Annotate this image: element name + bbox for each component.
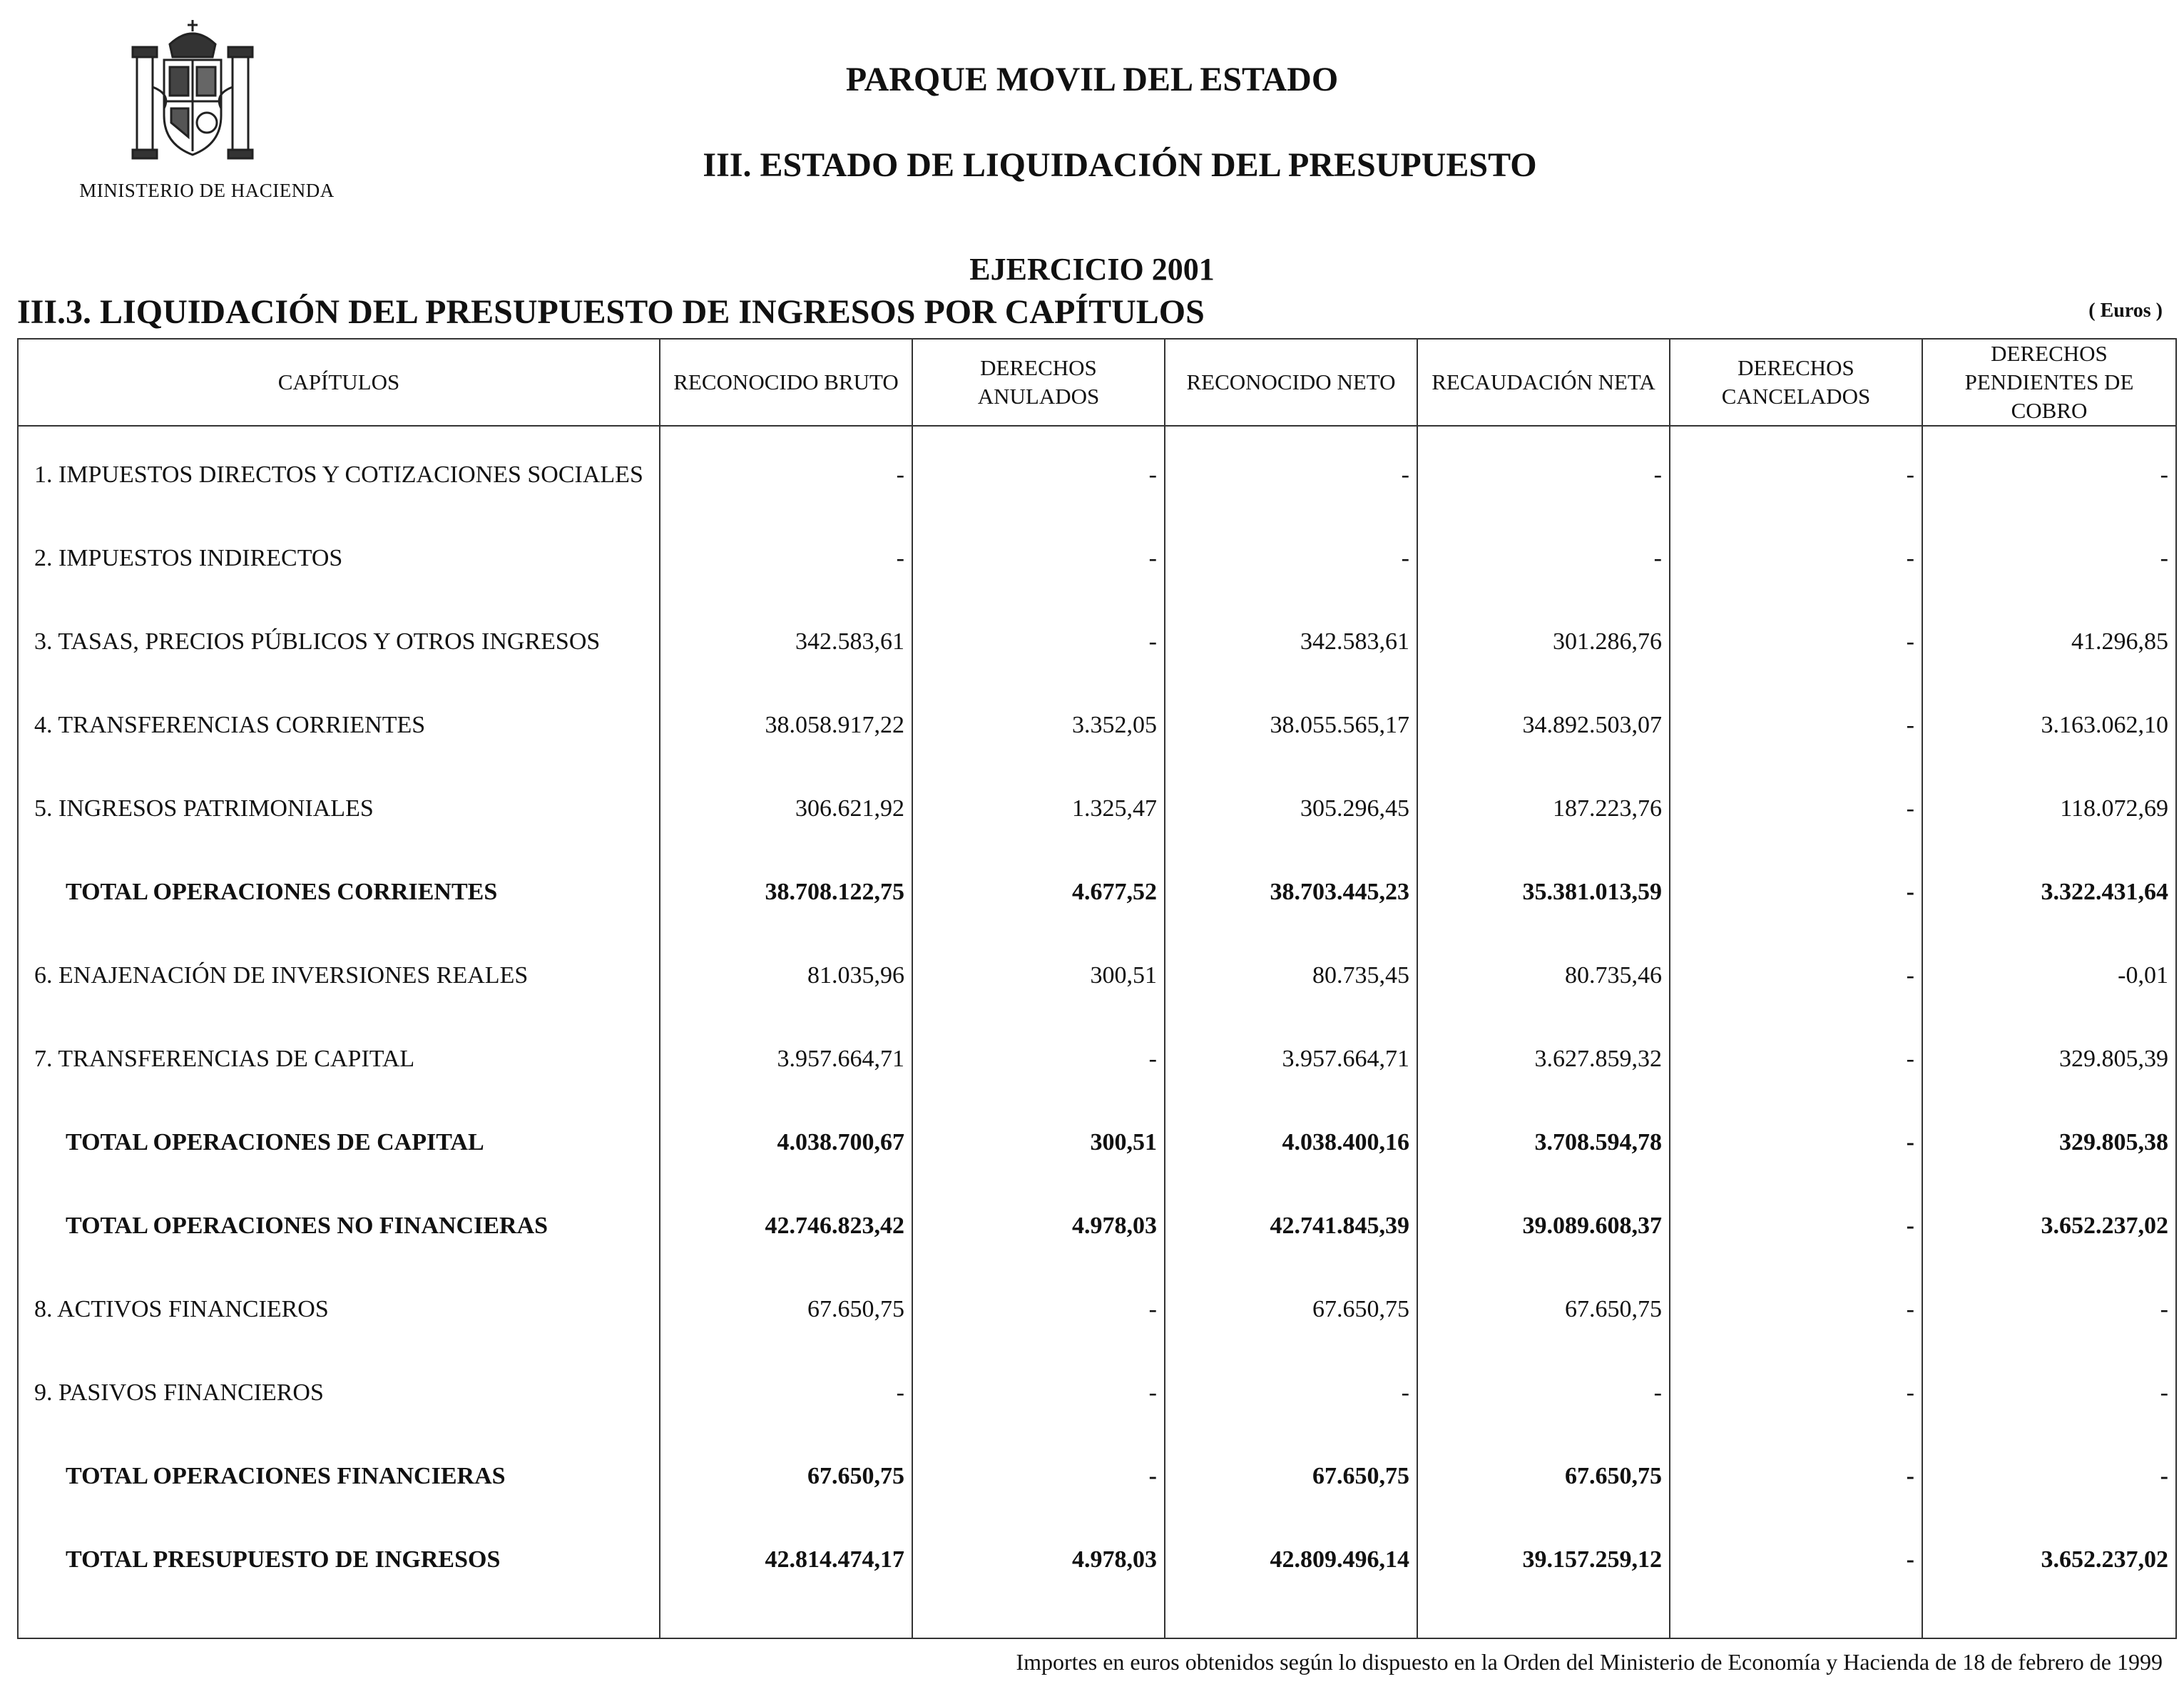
row-value: -	[1922, 426, 2176, 516]
table-row	[18, 1351, 2176, 1434]
row-value: 38.703.445,23	[1165, 850, 1417, 934]
row-label: TOTAL OPERACIONES FINANCIERAS	[18, 1434, 660, 1518]
row-value: 3.352,05	[912, 683, 1165, 767]
table-total-row	[18, 1101, 2176, 1184]
table-total-row	[18, 1184, 2176, 1267]
row-value: 34.892.503,07	[1417, 683, 1670, 767]
row-value: 300,51	[912, 1101, 1165, 1184]
row-value: 4.978,03	[912, 1518, 1165, 1601]
row-value: -	[660, 516, 912, 600]
column-header: DERECHOS ANULADOS	[912, 339, 1165, 426]
row-value: -	[1670, 934, 1922, 1017]
table-row	[18, 600, 2176, 683]
row-value: 3.957.664,71	[1165, 1017, 1417, 1101]
row-value: 67.650,75	[1165, 1267, 1417, 1351]
table-body	[18, 426, 2176, 1638]
row-value: -	[1922, 516, 2176, 600]
row-value: -	[1922, 1351, 2176, 1434]
row-value: 39.089.608,37	[1417, 1184, 1670, 1267]
column-header: DERECHOS PENDIENTES DE COBRO	[1922, 339, 2176, 426]
row-value: -	[912, 426, 1165, 516]
row-label: 6. ENAJENACIÓN DE INVERSIONES REALES	[18, 934, 660, 1017]
column-header: DERECHOS CANCELADOS	[1670, 339, 1922, 426]
column-header: CAPÍTULOS	[18, 339, 660, 426]
table-row	[18, 1017, 2176, 1101]
row-value: 342.583,61	[1165, 600, 1417, 683]
row-value: 3.708.594,78	[1417, 1101, 1670, 1184]
row-label: 1. IMPUESTOS DIRECTOS Y COTIZACIONES SOCIALES	[18, 426, 660, 516]
row-value: -	[1165, 426, 1417, 516]
row-value: 3.627.859,32	[1417, 1017, 1670, 1101]
row-value: 187.223,76	[1417, 767, 1670, 850]
row-value: -	[1417, 516, 1670, 600]
footnote: Importes en euros obtenidos según lo dispuesto en la Orden del Ministerio de Economía y Hacienda de 18 de febrero de 1999	[1016, 1649, 2163, 1675]
row-value: 3.652.237,02	[1922, 1518, 2176, 1601]
row-value: -	[1670, 1434, 1922, 1518]
row-value: 67.650,75	[660, 1267, 912, 1351]
row-value: -	[660, 1351, 912, 1434]
row-value: -	[1670, 1101, 1922, 1184]
page-subtitle: III. ESTADO DE LIQUIDACIÓN DEL PRESUPUESTO	[703, 146, 1537, 184]
row-value: -	[1670, 767, 1922, 850]
column-header: RECAUDACIÓN NETA	[1417, 339, 1670, 426]
row-value: 67.650,75	[1417, 1434, 1670, 1518]
row-value: 38.055.565,17	[1165, 683, 1417, 767]
budget-table	[17, 338, 2177, 1639]
row-value: 38.058.917,22	[660, 683, 912, 767]
row-value: 301.286,76	[1417, 600, 1670, 683]
row-label: TOTAL OPERACIONES DE CAPITAL	[18, 1101, 660, 1184]
row-value: 3.163.062,10	[1922, 683, 2176, 767]
row-value: -	[1165, 1351, 1417, 1434]
table-total-row	[18, 1518, 2176, 1601]
row-value: 38.708.122,75	[660, 850, 912, 934]
column-header: RECONOCIDO NETO	[1165, 339, 1417, 426]
table-spacer-row	[18, 1601, 2176, 1638]
row-value: 4.978,03	[912, 1184, 1165, 1267]
row-label: 9. PASIVOS FINANCIEROS	[18, 1351, 660, 1434]
row-value: -	[1670, 1184, 1922, 1267]
row-value: 39.157.259,12	[1417, 1518, 1670, 1601]
row-value: 42.809.496,14	[1165, 1518, 1417, 1601]
row-value: 41.296,85	[1922, 600, 2176, 683]
row-value: -	[1670, 600, 1922, 683]
row-value: 35.381.013,59	[1417, 850, 1670, 934]
row-value: -	[1670, 1351, 1922, 1434]
row-value: 3.652.237,02	[1922, 1184, 2176, 1267]
row-value: 305.296,45	[1165, 767, 1417, 850]
table-header-row	[18, 339, 2176, 426]
row-label: TOTAL PRESUPUESTO DE INGRESOS	[18, 1518, 660, 1601]
ministry-label: MINISTERIO DE HACIENDA	[79, 180, 335, 201]
row-value: 4.038.700,67	[660, 1101, 912, 1184]
table-row	[18, 516, 2176, 600]
row-value: 329.805,39	[1922, 1017, 2176, 1101]
column-header: RECONOCIDO BRUTO	[660, 339, 912, 426]
page-title: PARQUE MOVIL DEL ESTADO	[845, 61, 1339, 98]
row-value: -0,01	[1922, 934, 2176, 1017]
row-value: 3.957.664,71	[660, 1017, 912, 1101]
row-value: -	[912, 516, 1165, 600]
row-label: TOTAL OPERACIONES CORRIENTES	[18, 850, 660, 934]
row-label: 4. TRANSFERENCIAS CORRIENTES	[18, 683, 660, 767]
row-label: 7. TRANSFERENCIAS DE CAPITAL	[18, 1017, 660, 1101]
row-value: 300,51	[912, 934, 1165, 1017]
row-value: -	[1165, 516, 1417, 600]
row-value: -	[912, 1434, 1165, 1518]
fiscal-year: EJERCICIO 2001	[969, 252, 1215, 287]
row-value: 306.621,92	[660, 767, 912, 850]
row-value: -	[912, 600, 1165, 683]
table-row	[18, 934, 2176, 1017]
table-row	[18, 683, 2176, 767]
row-value: 67.650,75	[1165, 1434, 1417, 1518]
row-value: -	[1670, 1267, 1922, 1351]
row-value: -	[912, 1267, 1165, 1351]
table-total-row	[18, 850, 2176, 934]
row-value: -	[1417, 1351, 1670, 1434]
row-value: -	[1670, 1017, 1922, 1101]
row-value: -	[1922, 1434, 2176, 1518]
row-value: 1.325,47	[912, 767, 1165, 850]
row-label: 3. TASAS, PRECIOS PÚBLICOS Y OTROS INGRESOS	[18, 600, 660, 683]
row-label: 5. INGRESOS PATRIMONIALES	[18, 767, 660, 850]
table-row	[18, 767, 2176, 850]
row-value: 81.035,96	[660, 934, 912, 1017]
row-value: -	[1670, 516, 1922, 600]
row-value: -	[1670, 850, 1922, 934]
units-label: ( Euros )	[2088, 300, 2163, 322]
table-row	[18, 1267, 2176, 1351]
table-total-row	[18, 1434, 2176, 1518]
row-label: 8. ACTIVOS FINANCIEROS	[18, 1267, 660, 1351]
row-value: 3.322.431,64	[1922, 850, 2176, 934]
row-value: 67.650,75	[1417, 1267, 1670, 1351]
table-row	[18, 426, 2176, 516]
row-value: 4.677,52	[912, 850, 1165, 934]
row-value: -	[1417, 426, 1670, 516]
row-value: 4.038.400,16	[1165, 1101, 1417, 1184]
row-value: -	[660, 426, 912, 516]
row-value: -	[912, 1351, 1165, 1434]
row-value: 329.805,38	[1922, 1101, 2176, 1184]
section-title: III.3. LIQUIDACIÓN DEL PRESUPUESTO DE INGRESOS POR CAPÍTULOS	[17, 293, 1205, 331]
row-value: 42.746.823,42	[660, 1184, 912, 1267]
row-value: 42.814.474,17	[660, 1518, 912, 1601]
row-value: 118.072,69	[1922, 767, 2176, 850]
row-value: 80.735,45	[1165, 934, 1417, 1017]
row-value: 342.583,61	[660, 600, 912, 683]
row-value: 67.650,75	[660, 1434, 912, 1518]
row-value: 80.735,46	[1417, 934, 1670, 1017]
row-value: -	[1670, 1518, 1922, 1601]
row-value: -	[1670, 683, 1922, 767]
row-label: TOTAL OPERACIONES NO FINANCIERAS	[18, 1184, 660, 1267]
row-value: -	[1670, 426, 1922, 516]
row-label: 2. IMPUESTOS INDIRECTOS	[18, 516, 660, 600]
row-value: 42.741.845,39	[1165, 1184, 1417, 1267]
row-value: -	[912, 1017, 1165, 1101]
row-value: -	[1922, 1267, 2176, 1351]
